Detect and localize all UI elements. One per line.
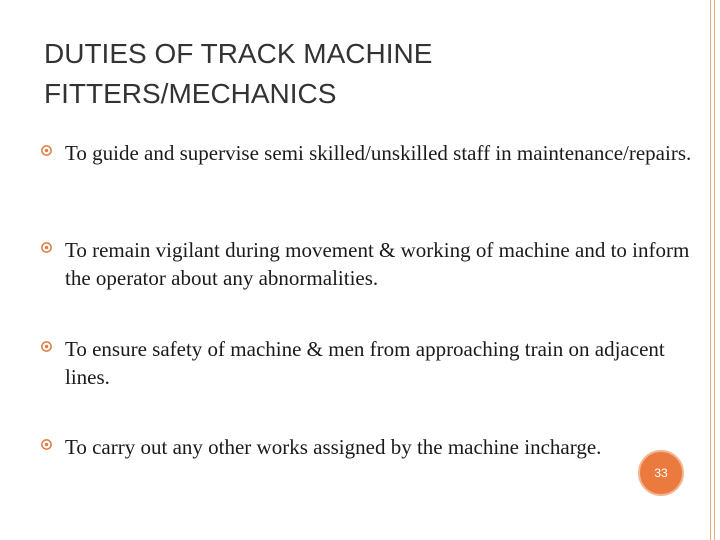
slide-title: DUTIES OF TRACK MACHINE FITTERS/MECHANICS xyxy=(44,38,433,109)
bullet-text: To carry out any other works assigned by the machine incharge. xyxy=(65,435,602,459)
bullet-text: To guide and supervise semi skilled/unskilled staff in maintenance/repairs. xyxy=(65,141,692,165)
page-number-badge: 33 xyxy=(638,450,684,496)
sun-bullet-icon xyxy=(40,438,53,451)
sun-bullet-icon xyxy=(40,144,53,157)
border-rule-inner xyxy=(714,0,715,540)
sun-bullet-icon xyxy=(40,340,53,353)
border-rule-outer xyxy=(710,0,711,540)
sun-bullet-icon xyxy=(40,241,53,254)
bullet-text: To ensure safety of machine & men from approaching train on adjacent lines. xyxy=(65,337,665,389)
bullet-text: To remain vigilant during movement & working of machine and to inform the operator about any abnormalities. xyxy=(65,238,690,290)
